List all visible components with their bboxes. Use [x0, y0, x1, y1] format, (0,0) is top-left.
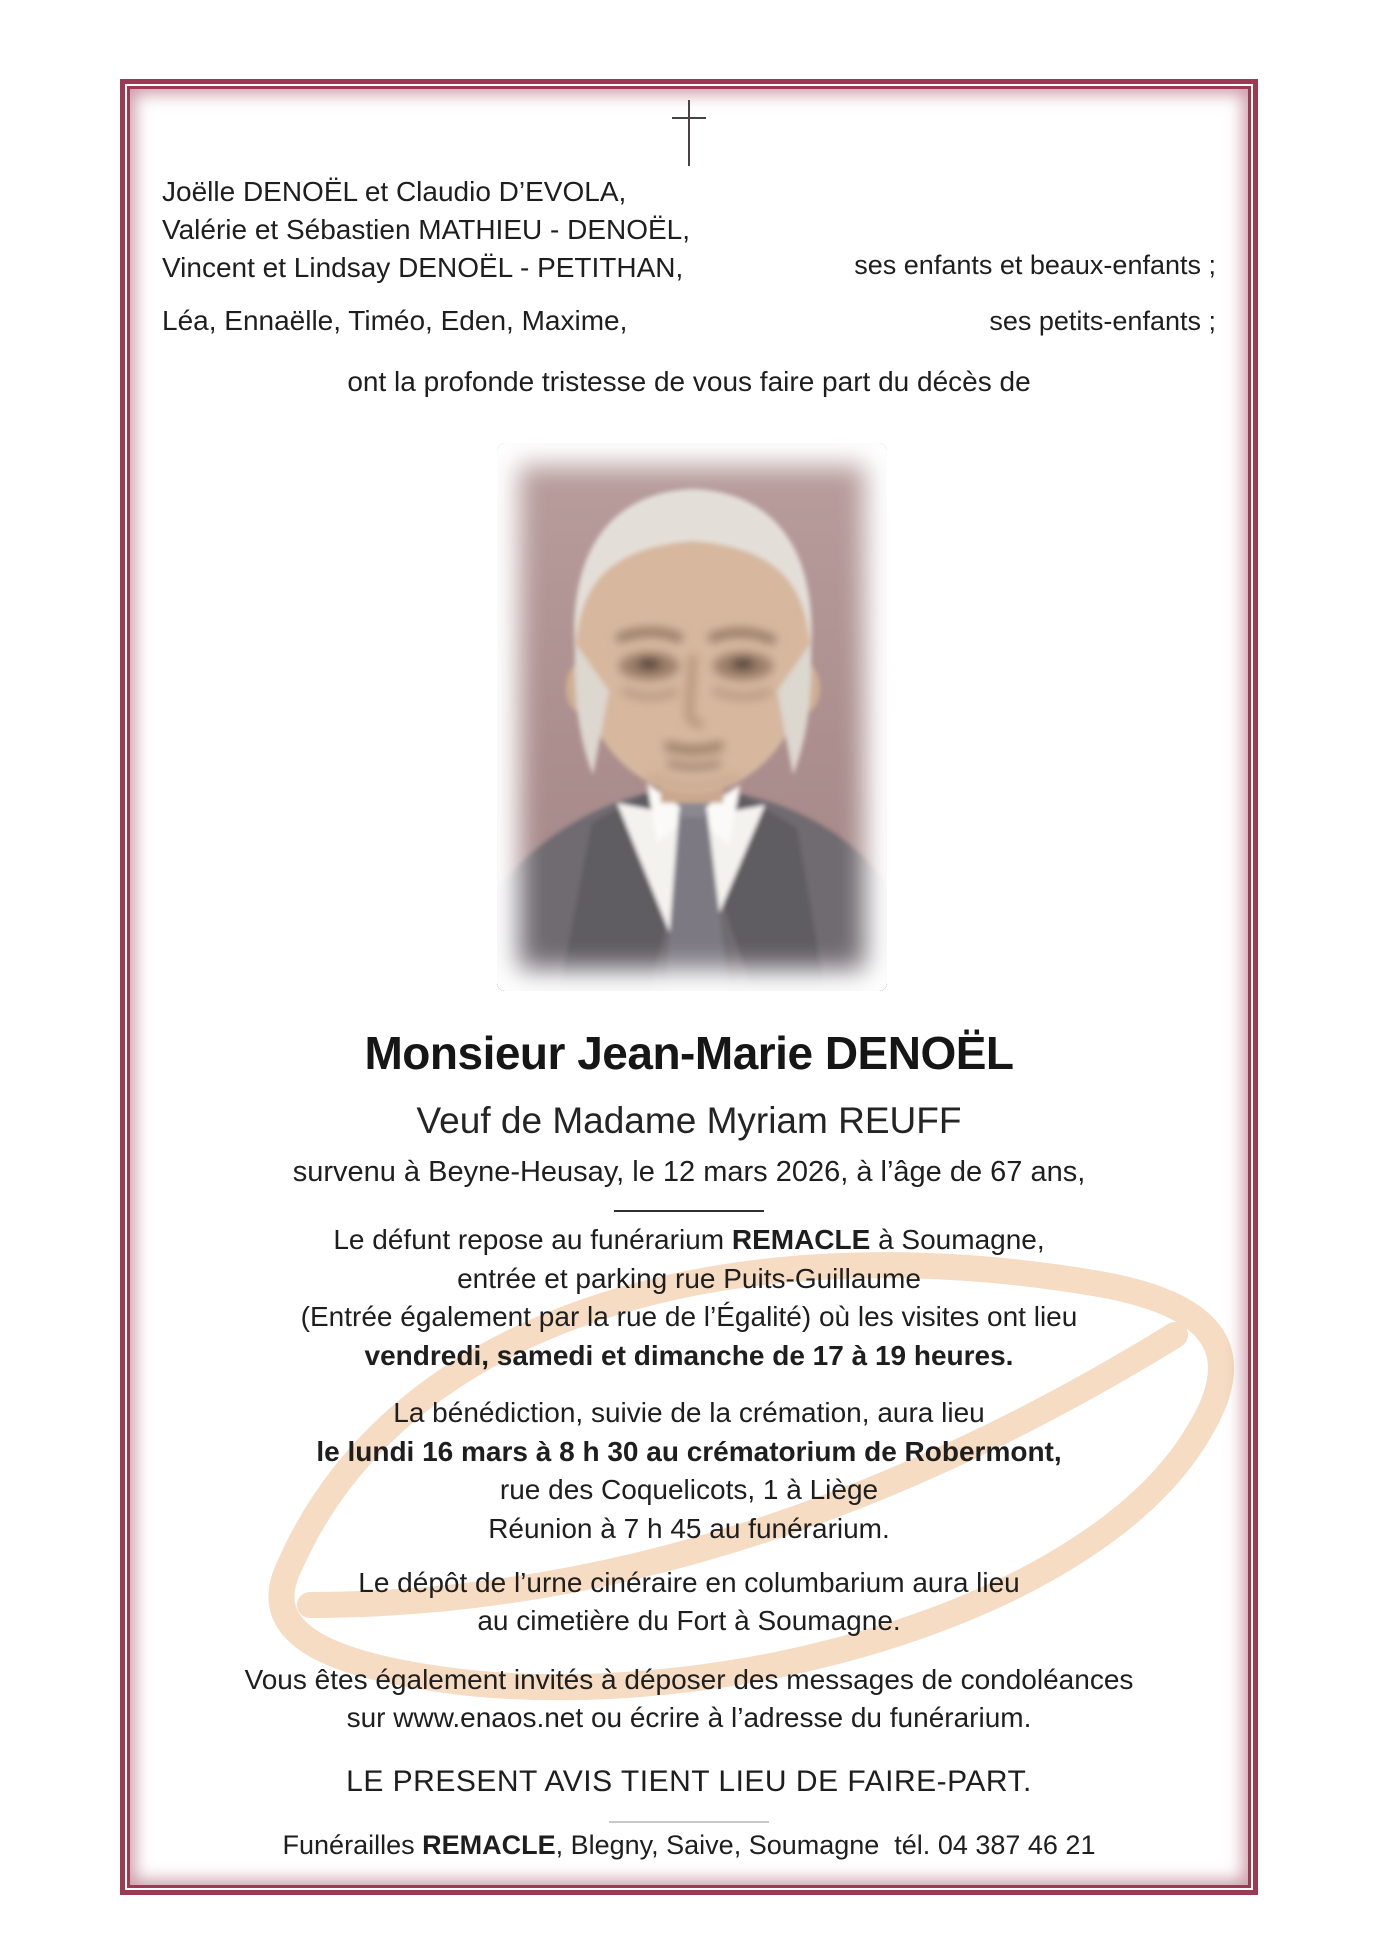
condolences-paragraph	[120, 1661, 1258, 1737]
visitation-line-3: (Entrée également par la rue de l’Égalité) où les visites ont lieu	[300, 1301, 1078, 1332]
visitation-paragraph	[120, 1221, 1258, 1375]
children-names-line-2: Valérie et Sébastien MATHIEU - DENOËL,	[162, 214, 691, 245]
cross-vertical-bar	[688, 100, 690, 166]
ceremony-meeting: Réunion à 7 h 45 au funérarium.	[488, 1512, 890, 1544]
photo-feathered-edge	[497, 443, 887, 991]
children-relation-label: ses enfants et beaux-enfants ;	[854, 250, 1216, 280]
condolences-line-1: Vous êtes également invités à déposer des messages de condoléances	[244, 1664, 1134, 1695]
ceremony-address: rue des Coquelicots, 1 à Liège	[499, 1474, 879, 1505]
funeral-home-name: REMACLE	[731, 1224, 871, 1255]
burial-line-1: Le dépôt de l’urne cinéraire en columbarium aura lieu	[358, 1567, 1020, 1598]
condolences-line-2: sur www.enaos.net ou écrire à l’adresse du funérarium.	[346, 1702, 1032, 1733]
burial-paragraph	[120, 1564, 1258, 1640]
cross-horizontal-bar	[672, 117, 706, 119]
announcement-line: ont la profonde tristesse de vous faire part du décès de	[347, 366, 1031, 397]
footer-prefix: Funérailles	[282, 1830, 423, 1860]
burial-line-2: au cimetière du Fort à Soumagne.	[477, 1605, 901, 1636]
footer-suffix: , Blegny, Saive, Soumagne tél. 04 387 46 21	[555, 1830, 1096, 1860]
children-names	[162, 173, 690, 287]
ceremony-line-1: La bénédiction, suivie de la crémation, aura lieu	[393, 1397, 985, 1428]
section-divider	[614, 1210, 764, 1212]
deceased-name: Monsieur Jean-Marie DENOËL	[364, 1027, 1014, 1079]
visitation-line-1	[120, 1221, 1258, 1260]
deceased-photo	[497, 443, 887, 991]
footer-funeral-home-name: REMACLE	[422, 1830, 556, 1860]
ceremony-paragraph	[120, 1394, 1258, 1548]
legal-notice: LE PRESENT AVIS TIENT LIEU DE FAIRE-PART.	[346, 1765, 1032, 1798]
cross-icon	[672, 100, 706, 166]
ceremony-datetime: le lundi 16 mars à 8 h 30 au crématorium de Robermont,	[316, 1435, 1062, 1467]
visitation-line1-suffix: à Soumagne,	[870, 1224, 1045, 1255]
children-names-line-3: Vincent et Lindsay DENOËL - PETITHAN,	[162, 252, 684, 283]
grandchildren-relation-label: ses petits-enfants ;	[989, 306, 1216, 336]
deceased-relation: Veuf de Madame Myriam REUFF	[416, 1100, 962, 1141]
footer-divider	[609, 1821, 769, 1823]
funeral-home-footer	[120, 1830, 1258, 1861]
death-details: survenu à Beyne-Heusay, le 12 mars 2026, à l’âge de 67 ans,	[292, 1156, 1086, 1188]
visitation-hours: vendredi, samedi et dimanche de 17 à 19 heures.	[364, 1339, 1014, 1371]
grandchildren-names: Léa, Ennaëlle, Timéo, Eden, Maxime,	[162, 305, 628, 336]
children-names-line-1: Joëlle DENOËL et Claudio D’EVOLA,	[162, 176, 627, 207]
visitation-line1-prefix: Le défunt repose au funérarium	[333, 1224, 732, 1255]
visitation-line-2: entrée et parking rue Puits-Guillaume	[457, 1262, 921, 1294]
